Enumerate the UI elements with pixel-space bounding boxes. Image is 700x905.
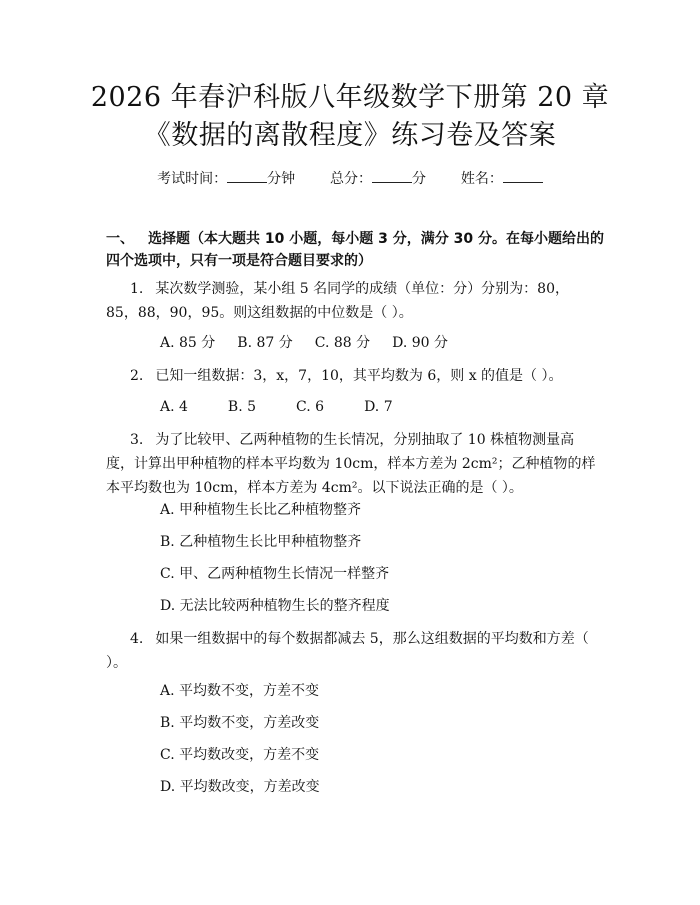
option-d: D. 7 (364, 399, 393, 415)
question-4-option-c: C. 平均数改变，方差不变 (160, 747, 320, 763)
time-label: 考试时间： (157, 171, 228, 187)
question-number: 3. (130, 432, 144, 448)
question-text: 为了比较甲、乙两种植物的生长情况，分别抽取了 10 株植物测量高度，计算出甲种植物的样本平均数为 10cm，样本方差为 2cm²；乙种植物的样本平均数也为 10cm，样本方差为 4cm²。以下说法正确的是（ ）。 (106, 432, 596, 496)
question-4-option-a: A. 平均数不变，方差不变 (160, 683, 320, 699)
page-title-line-2: 《数据的离散程度》练习卷及答案 (143, 120, 557, 151)
question-3-option-a: A. 甲种植物生长比乙种植物整齐 (160, 502, 362, 518)
section-text: 选择题（本大题共 10 小题，每小题 3 分，满分 30 分。在每小题给出的四个选项中，只有一项是符合题目要求的） (106, 231, 604, 269)
question-1-options (160, 333, 470, 353)
section-heading (106, 228, 606, 272)
question-2 (106, 364, 596, 388)
exam-info (0, 168, 700, 189)
question-text: 已知一组数据：3，x，7，10，其平均数为 6，则 x 的值是（ ）。 (155, 368, 563, 384)
option-c: C. 88 分 (314, 335, 371, 351)
question-number: 4. (130, 631, 144, 647)
question-text: 某次数学测验，某小组 5 名同学的成绩（单位：分）分别为：80，85，88，90，95。则这组数据的中位数是（ ）。 (106, 281, 569, 321)
name-label: 姓名： (460, 171, 503, 187)
score-label: 总分： (330, 171, 372, 187)
question-4-option-d: D. 平均数改变，方差改变 (160, 779, 320, 795)
option-d: D. 90 分 (392, 335, 449, 351)
time-unit: 分钟 (267, 171, 296, 187)
question-4 (106, 627, 596, 675)
option-c: C. 6 (296, 399, 325, 415)
question-3-option-d: D. 无法比较两种植物生长的整齐程度 (160, 598, 390, 614)
question-2-options (160, 397, 433, 417)
page-title-line-1: 2026 年春沪科版八年级数学下册第 20 章 (90, 82, 610, 113)
option-b: B. 5 (227, 399, 257, 415)
question-3-option-c: C. 甲、乙两种植物生长情况一样整齐 (160, 566, 390, 582)
option-a: A. 4 (160, 399, 188, 415)
question-number: 2. (130, 368, 144, 384)
section-number: 一、 (106, 231, 134, 247)
option-b: B. 87 分 (237, 335, 293, 351)
question-number: 1. (130, 281, 144, 297)
option-a: A. 85 分 (160, 335, 216, 351)
score-blank (372, 168, 412, 183)
question-3-option-b: B. 乙种植物生长比甲种植物整齐 (160, 534, 362, 550)
question-4-option-b: B. 平均数不变，方差改变 (160, 715, 320, 731)
question-1 (106, 277, 596, 325)
time-blank (227, 168, 267, 183)
question-text: 如果一组数据中的每个数据都减去 5，那么这组数据的平均数和方差（ ）。 (106, 631, 589, 671)
score-unit: 分 (412, 171, 426, 187)
question-3 (106, 428, 596, 500)
name-blank (503, 168, 543, 183)
